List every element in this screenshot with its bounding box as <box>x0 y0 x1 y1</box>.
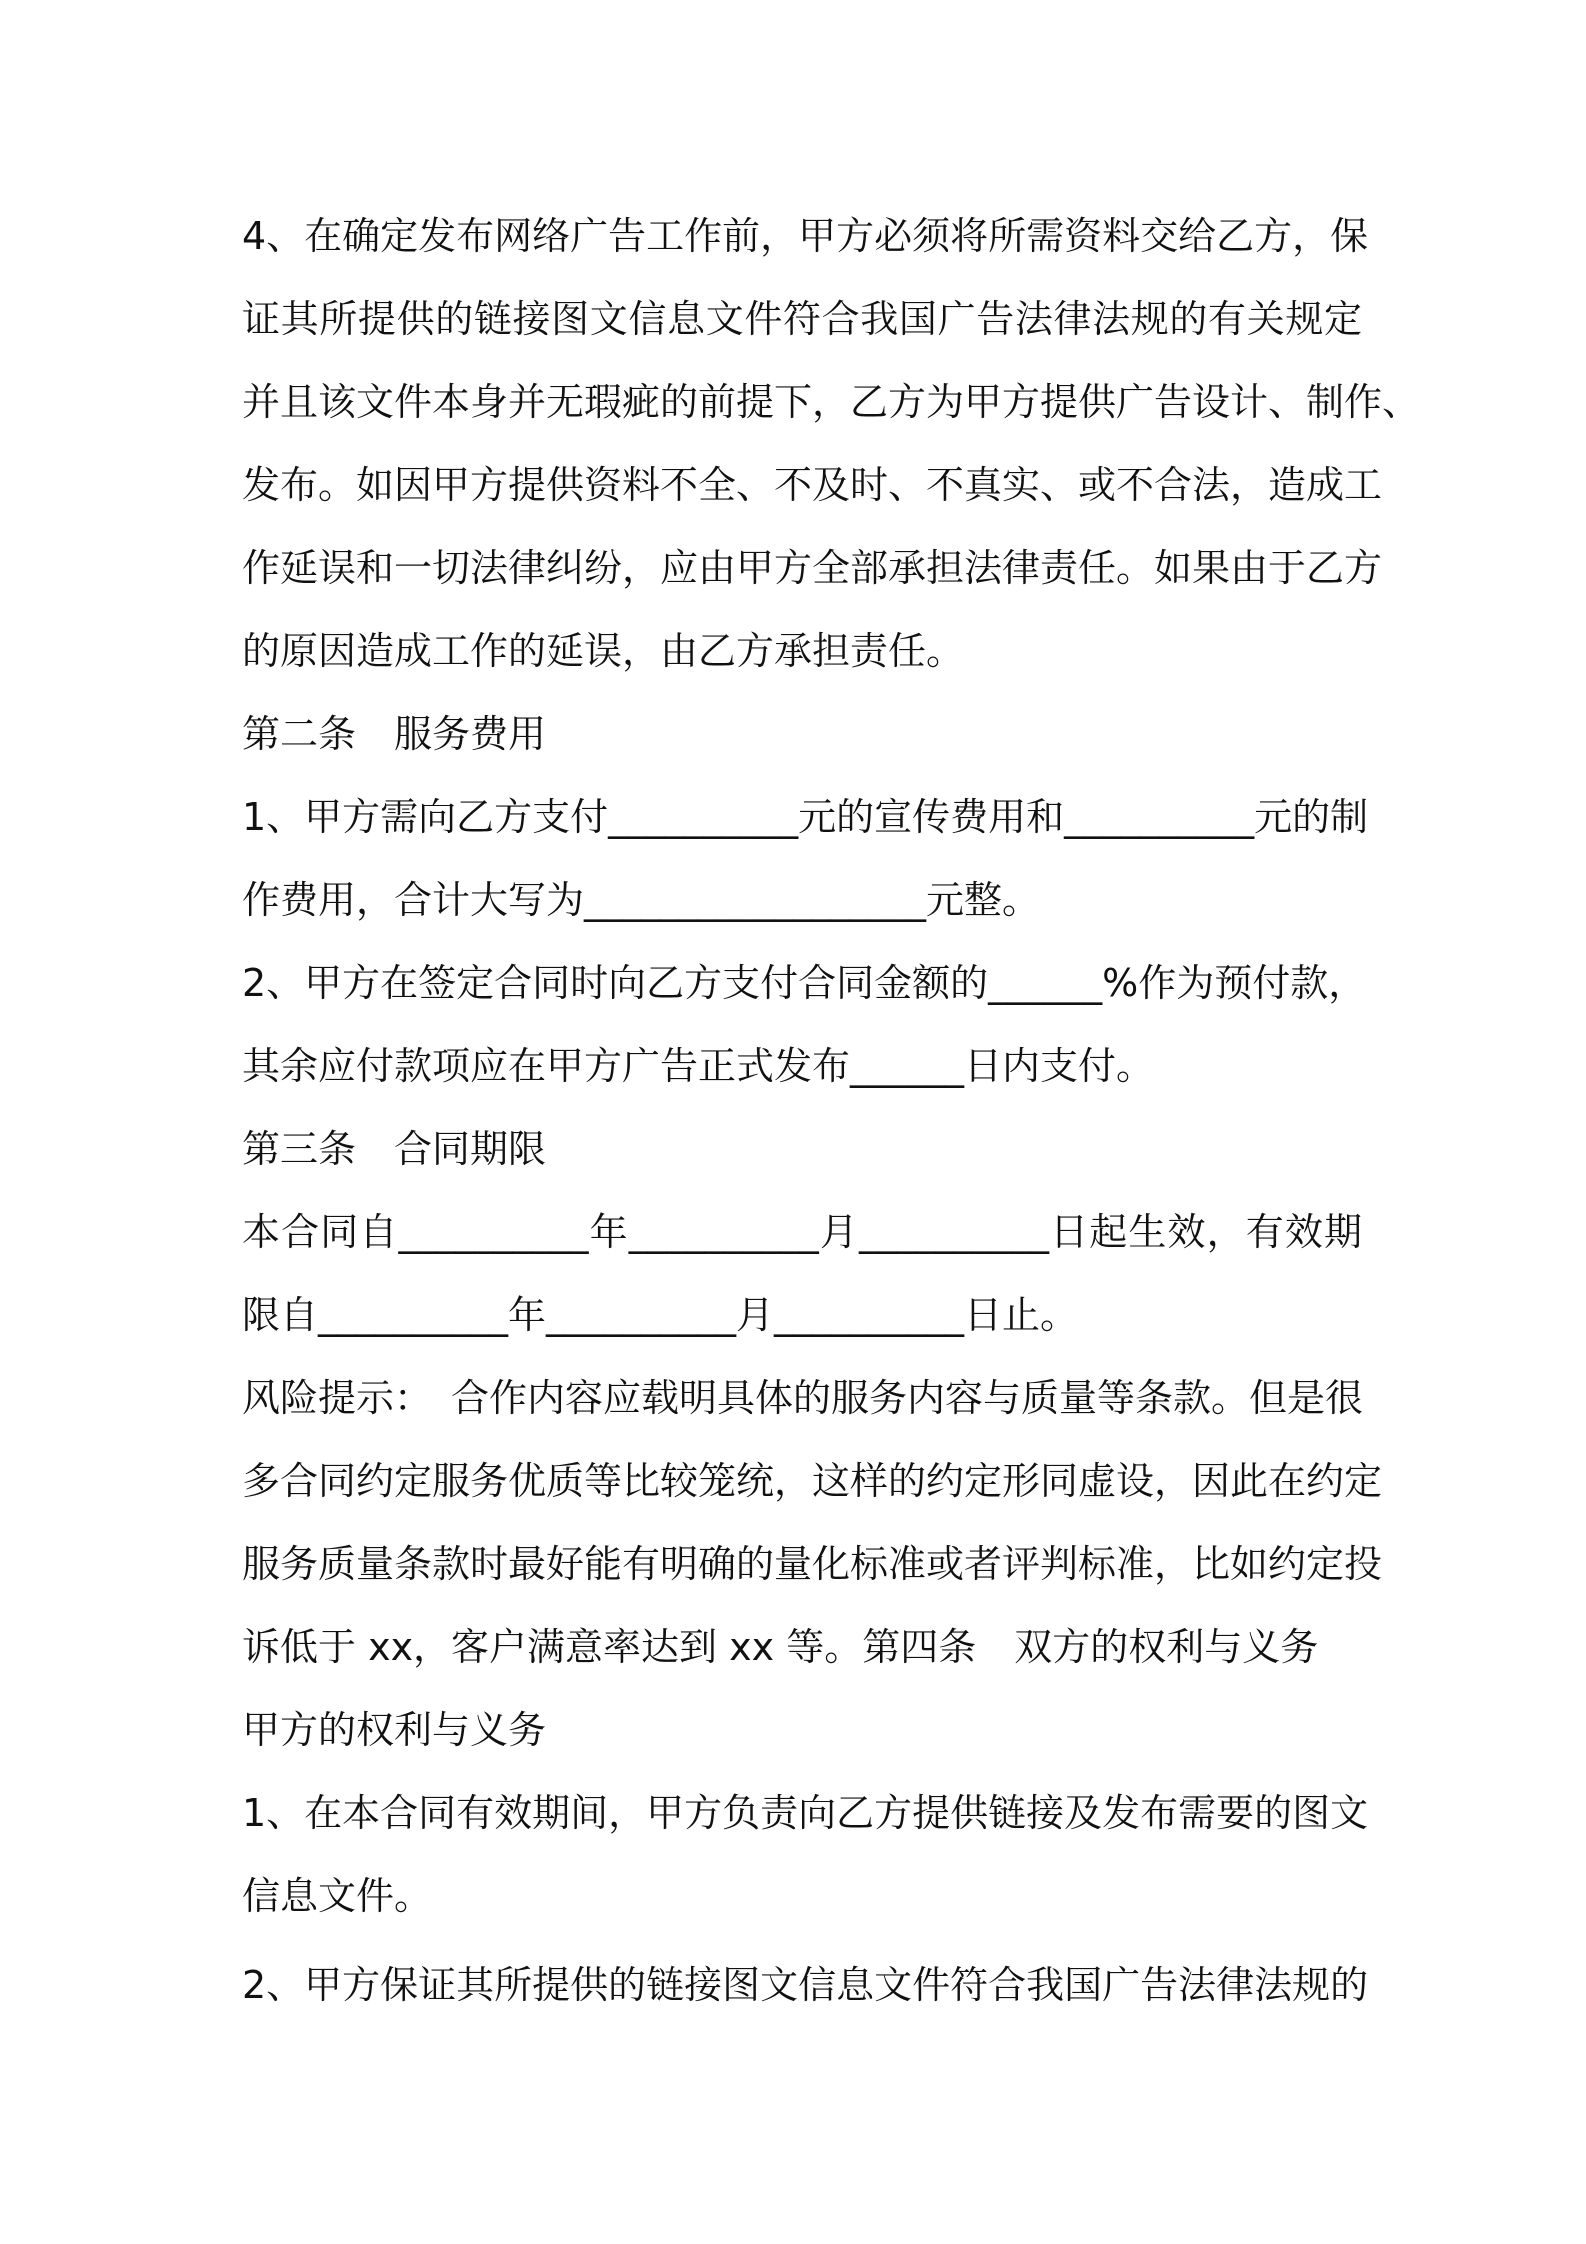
risk-note-line: 服务质量条款时最好能有明确的量化标准或者评判标准，比如约定投 <box>242 1542 1383 1586</box>
risk-note-line: 多合同约定服务优质等比较笼统，这样的约定形同虚设，因此在约定 <box>242 1459 1383 1503</box>
paragraph-line: 4、在确定发布网络广告工作前，甲方必须将所需资料交给乙方，保 <box>242 214 1369 258</box>
paragraph-line: 本合同自__________年__________月__________日起生效，有效期 <box>242 1210 1362 1254</box>
paragraph-line: 并且该文件本身并无瑕疵的前提下，乙方为甲方提供广告设计、制作、 <box>242 380 1421 424</box>
paragraph-line: 2、甲方保证其所提供的链接图文信息文件符合我国广告法律法规的 <box>242 1963 1369 2007</box>
paragraph-line: 的原因造成工作的延误，由乙方承担责任。 <box>242 629 965 673</box>
paragraph-line: 作费用，合计大写为__________________元整。 <box>242 878 1041 922</box>
section-heading: 第二条 服务费用 <box>242 712 547 756</box>
document-body <box>242 195 1421 2027</box>
risk-note-line: 风险提示： 合作内容应载明具体的服务内容与质量等条款。但是很 <box>242 1376 1364 1420</box>
risk-note-line: 诉低于 xx，客户满意率达到 xx 等。第四条 双方的权利与义务 <box>242 1625 1319 1669</box>
paragraph-line: 2、甲方在签定合同时向乙方支付合同金额的______%作为预付款， <box>242 961 1367 1005</box>
paragraph-line: 1、在本合同有效期间，甲方负责向乙方提供链接及发布需要的图文 <box>242 1791 1369 1835</box>
paragraph-line: 信息文件。 <box>242 1874 433 1918</box>
paragraph-line: 限自__________年__________月__________日止。 <box>242 1293 1079 1337</box>
paragraph-line: 其余应付款项应在甲方广告正式发布______日内支付。 <box>242 1044 1155 1088</box>
section-heading: 第三条 合同期限 <box>242 1127 547 1171</box>
paragraph-line: 作延误和一切法律纠纷，应由甲方全部承担法律责任。如果由于乙方 <box>242 546 1383 590</box>
paragraph-line: 1、甲方需向乙方支付__________元的宣传费用和__________元的制 <box>242 795 1369 839</box>
paragraph-line: 发布。如因甲方提供资料不全、不及时、不真实、或不合法，造成工 <box>242 463 1383 507</box>
subsection-heading: 甲方的权利与义务 <box>242 1708 547 1752</box>
paragraph-line: 证其所提供的链接图文信息文件符合我国广告法律法规的有关规定 <box>242 297 1362 341</box>
